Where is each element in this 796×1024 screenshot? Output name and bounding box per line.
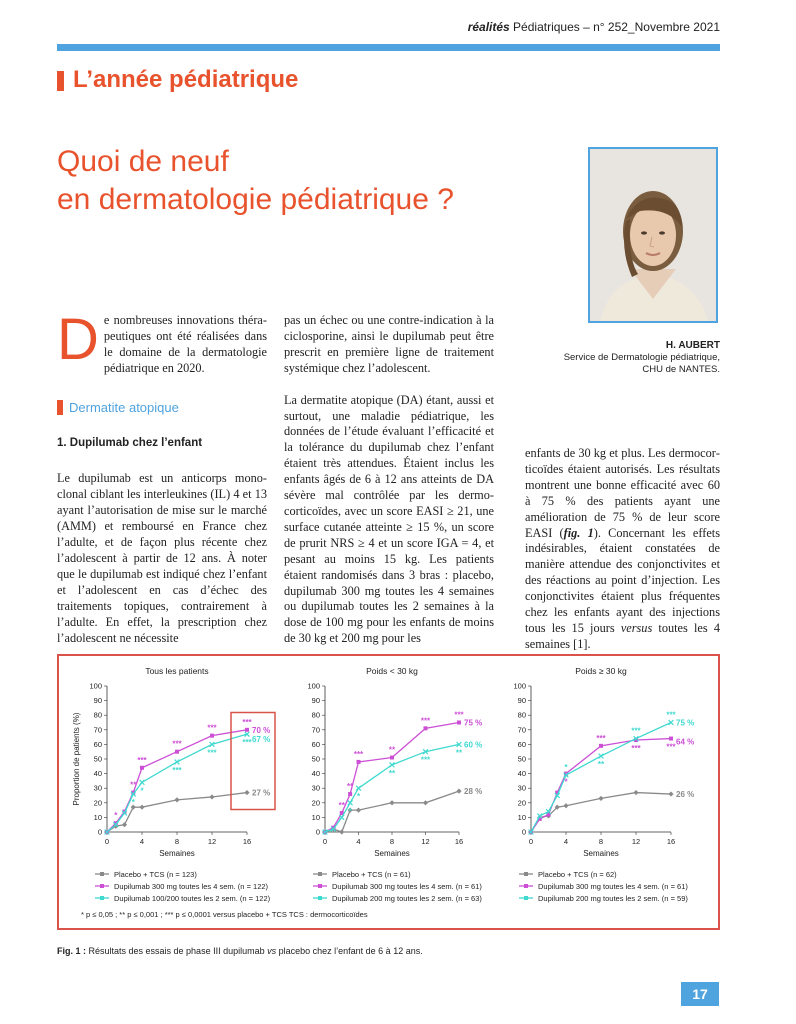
significance-mark: ** [130,780,137,790]
data-point [456,789,461,794]
x-tick-label: 4 [563,837,569,846]
data-point [174,797,179,802]
figure-caption-text-a: Résultats des essais de phase III dupilumab [86,946,268,956]
legend-label: Dupilumab 300 mg toutes les 4 sem. (n = 61) [538,882,688,891]
legend-marker [100,884,104,888]
text-column-1 [57,307,267,646]
significance-mark: *** [207,723,217,733]
legend-label: Dupilumab 100/200 toutes les 2 sem. (n = 122) [114,894,271,903]
y-tick-label: 90 [517,696,526,706]
significance-mark: * [348,806,352,816]
data-point [633,790,638,795]
chart-title: Poids < 30 kg [366,666,418,676]
significance-mark: *** [242,738,252,748]
significance-mark: ** [347,782,354,792]
legend-marker [100,872,104,876]
x-tick-label: 12 [421,837,430,846]
y-tick-label: 70 [517,725,526,735]
data-point [140,780,145,785]
x-tick-label: 8 [174,837,180,846]
x-axis-label: Semaines [374,849,410,858]
y-tick-label: 100 [307,681,320,691]
y-tick-label: 40 [517,769,526,779]
intro-text: e nombreuses innovations thérapeutiques ont été réalisées dans le domaine de la dermatologie pédiatrique en 2020. [103,313,267,375]
data-point [563,803,568,808]
legend-label: Placebo + TCS (n = 61) [332,870,411,879]
data-point [348,800,353,805]
figure-caption [57,946,423,956]
data-point [669,737,673,741]
section-marker [57,71,64,91]
legend-label: Dupilumab 300 mg toutes les 4 sem. (n = 61) [332,882,482,891]
y-tick-label: 80 [93,710,102,720]
y-tick-label: 80 [311,710,320,720]
y-tick-label: 40 [311,769,320,779]
author-portrait-image [590,149,716,321]
x-tick-label: 4 [139,837,145,846]
paragraph-4-part-a: enfants de 30 kg et plus. Les dermocorticoïdes étaient autorisés. Les résultats montrent une bonne efficacité avec 60 à 75 % des patients ayant une amélioration de 75 % de leur score EASI ( [525,446,720,540]
data-point [598,796,603,801]
series-end-label: 75 % [464,718,483,728]
significance-mark: *** [172,765,182,775]
intro-paragraph [57,307,267,377]
y-tick-label: 10 [517,812,526,822]
figure-caption-text-b: placebo chez l’enfant de 6 à 12 ans. [276,946,423,956]
significance-mark: *** [454,710,464,720]
text-column-3 [525,446,720,653]
y-tick-label: 100 [89,681,102,691]
significance-mark: * [564,763,568,773]
x-tick-label: 8 [598,837,604,846]
y-tick-label: 80 [517,710,526,720]
data-point [122,822,127,827]
significance-mark: ** [455,748,463,758]
legend-marker [318,896,322,900]
significance-mark: ** [338,801,345,811]
data-point [668,791,673,796]
y-tick-label: 60 [311,739,320,749]
series-end-label: 67 % [252,735,271,745]
chart-title: Tous les patients [145,666,209,676]
y-tick-label: 50 [517,754,526,764]
legend-marker [524,884,528,888]
x-axis-label: Semaines [583,849,619,858]
figure-reference-link[interactable]: fig. 1 [563,525,594,540]
data-point [339,815,344,820]
data-point [244,790,249,795]
journal-header [400,20,720,34]
series-end-label: 75 % [676,718,695,728]
journal-brand: réalités [467,20,510,34]
data-point [424,726,428,730]
series-end-label: 64 % [676,737,695,747]
significance-mark: *** [207,748,217,758]
significance-mark: *** [631,744,641,754]
legend-marker [318,872,322,876]
legend-label: Dupilumab 200 mg toutes les 2 sem. (n = 59) [538,894,688,903]
y-tick-label: 40 [93,769,102,779]
y-tick-label: 10 [311,812,320,822]
y-tick-label: 0 [521,827,526,837]
series-end-label: 26 % [676,790,695,800]
legend-label: Placebo + TCS (n = 123) [114,870,197,879]
significance-mark: *** [666,742,676,752]
y-tick-label: 20 [517,798,526,808]
significance-mark: *** [353,749,364,759]
x-tick-label: 16 [454,837,464,846]
data-point [140,766,144,770]
section-title: L’année pédiatrique [73,66,299,93]
chart-title: Poids ≥ 30 kg [575,666,627,676]
significance-mark: *** [596,733,606,743]
author-name: H. AUBERT [665,340,720,351]
data-point [669,720,674,725]
significance-mark: ** [388,745,396,755]
significance-mark: * [140,786,144,796]
legend-label: Dupilumab 200 mg toutes les 2 sem. (n = 63) [332,894,482,903]
article-title-line1: Quoi de neuf [57,145,229,178]
subhead-dermatite: Dermatite atopique [69,399,179,415]
series-end-label: 60 % [464,740,483,750]
data-point [175,750,179,754]
legend-label: Placebo + TCS (n = 62) [538,870,617,879]
y-tick-label: 70 [311,725,320,735]
x-tick-label: 12 [631,837,641,846]
y-tick-label: 70 [93,725,102,735]
x-tick-label: 12 [207,837,217,846]
figure-1-chart [57,654,720,930]
journal-issue: Pédiatriques – n° 252_Novembre 2021 [509,20,720,34]
paragraph-4-part-c: toutes les 4 semaines [1]. [525,620,720,651]
y-tick-label: 90 [311,696,320,706]
legend-marker [524,872,528,876]
author-photo [588,147,718,323]
significance-mark: *** [172,739,182,749]
series-end-label: 27 % [252,788,271,798]
x-tick-label: 4 [356,837,361,846]
x-tick-label: 0 [322,837,328,846]
data-point [357,760,361,764]
figure-footnote: * p ≤ 0,05 ; ** p ≤ 0,001 ; *** p ≤ 0,0001 versus placebo + TCS TCS : dermocorticoïdes [81,910,368,919]
x-tick-label: 16 [242,837,252,846]
text-column-2 [284,313,494,647]
data-point [423,800,428,805]
y-tick-label: 20 [311,798,320,808]
author-block [520,340,720,376]
significance-mark: *** [137,755,147,765]
y-tick-label: 50 [93,754,102,764]
significance-mark: * [356,792,361,802]
significance-mark: *** [666,710,676,720]
significance-mark: *** [242,717,252,727]
data-point [175,760,180,765]
paragraph-2: pas un échec ou une contre-indication à la ciclosporine, ainsi le dupilumab peut être prescrit en première ligne de traitement systémique chez l’adolescent. [284,313,494,375]
significance-mark: *** [420,716,431,726]
y-tick-label: 30 [517,783,526,793]
data-point [348,792,352,796]
paragraph-4-versus: versus [620,620,653,635]
article-title [57,143,577,219]
data-point [599,754,604,759]
significance-mark: *** [631,726,641,736]
subhead-block [57,400,267,416]
y-tick-label: 0 [97,827,102,837]
data-point [339,829,344,834]
paragraph-4 [525,446,720,653]
data-point [139,805,144,810]
y-tick-label: 0 [315,827,320,837]
subhead-marker [57,400,63,415]
author-affiliation-line2: CHU de NANTES. [642,364,720,375]
legend-marker [318,884,322,888]
y-tick-label: 50 [311,754,320,764]
legend-marker [100,896,104,900]
data-point [390,756,394,760]
significance-mark: * [564,777,568,787]
x-axis-label: Semaines [159,849,195,858]
x-tick-label: 8 [389,837,395,846]
paragraph-3: La dermatite atopique (DA) étant, aussi et surtout, une maladie pédiatrique, les données de l’étude évaluant l’efficacité et la tolérance du dupilumab chez l’enfant étaient très attendues. Étaient inclus les enfants âgés de 6 à 12 ans atteints de DA sévère mal contrôlée par les dermocorticoïdes, avec un score EASI ≥ 21, une surface cutanée atteinte ≥ 15 %, un score de prurit NRS ≥ 4 et un score IGA = 4, et pesant au moins 15 kg. Les patients étaient randomisés dans 3 bras : placebo, dupilumab 300 mg toutes les 4 semaines ou dupilumab toutes les 2 semaines à la dose de 100 mg pour les enfants de moins de 30 kg et 200 mg pour les [284,392,494,646]
drop-cap: D [57,307,99,372]
x-tick-label: 0 [528,837,534,846]
y-tick-label: 20 [93,798,102,808]
y-tick-label: 30 [311,783,320,793]
significance-mark: ** [388,768,396,778]
legend-marker [524,896,528,900]
data-point [599,744,603,748]
significance-mark: *** [420,755,431,765]
significance-mark: ** [597,760,605,770]
y-tick-label: 100 [513,681,526,691]
series-line [531,739,671,832]
data-point [457,721,461,725]
y-tick-label: 90 [93,696,102,706]
significance-mark: * [131,798,135,808]
article-title-line2: en dermatologie pédiatrique ? [57,183,454,216]
data-point [209,794,214,799]
data-point [210,734,214,738]
x-tick-label: 16 [666,837,676,846]
x-tick-label: 0 [104,837,110,846]
page-number: 17 [681,982,719,1006]
subsubhead-dupilumab: 1. Dupilumab chez l’enfant [57,436,203,449]
figure-caption-label: Fig. 1 : [57,946,86,956]
data-point [356,786,361,791]
data-point [245,728,249,732]
header-bar [57,44,720,51]
legend-label: Dupilumab 300 mg toutes les 4 sem. (n = 122) [114,882,269,891]
series-end-label: 28 % [464,787,483,797]
y-axis-label: Proportion de patients (%) [72,712,81,806]
author-affiliation-line1: Service de Dermatologie pédiatrique, [563,352,720,363]
y-tick-label: 30 [93,783,102,793]
figure-caption-vs: vs [267,946,277,956]
y-tick-label: 10 [93,812,102,822]
paragraph-4-part-b: ). Concernant les effets indésirables, étaient constatées de manière attendue des conjonctivites et des réactions au point d’injection. Les conjonctivites étaient plus fréquentes chez les enfants ayant des injections tous les 15 jours [525,525,720,635]
y-tick-label: 60 [93,739,102,749]
series-end-label: 70 % [252,725,271,735]
data-point [389,800,394,805]
y-tick-label: 60 [517,739,526,749]
significance-mark: * [114,811,118,821]
paragraph-1: Le dupilumab est un anticorps monoclonal ciblant les interleukines (IL) 4 et 13 ayant l’autorisation de mise sur le marché (AMM) et remboursé en France chez l’adulte, et de façon plus récente chez l’adolescent à partir de 12 ans. À noter que le dupilumab est indiqué chez l’enfant et l’adolescent en cas d’échec des traitements topiques, contrairement à l’adulte. En effet, la prescription chez l’adolescent ne nécessite [57,471,267,645]
data-point [356,808,361,813]
